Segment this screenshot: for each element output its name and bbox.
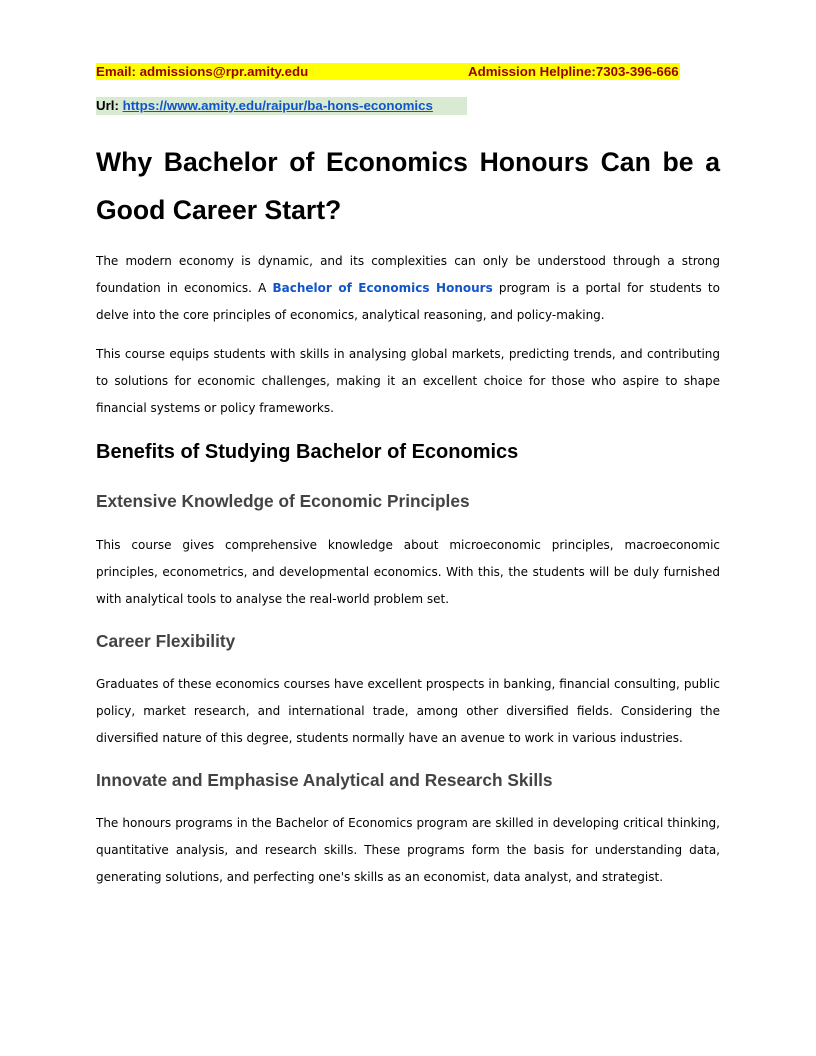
section-heading-knowledge: Extensive Knowledge of Economic Principles — [96, 491, 470, 511]
benefits-heading: Benefits of Studying Bachelor of Economics — [96, 441, 519, 463]
course-paragraph: This course equips students with skills in analysing global markets, predicting trends, and contributing to solutions for economic challenges, making it an excellent choice for those who aspire to shape financial systems or policy frameworks. — [96, 347, 720, 415]
section-heading-career: Career Flexibility — [96, 631, 236, 651]
intro-text-after: program is a portal for students to delve into the core principles of economics, analytical reasoning, and policy-making. — [96, 281, 720, 322]
section-body-skills: The honours programs in the Bachelor of Economics program are skilled in developing critical thinking, quantitative analysis, and research skills. These programs form the basis for understanding data, generating solutions, and perfecting one's skills as an economist, data analyst, and strategist. — [96, 816, 720, 884]
section-heading-skills: Innovate and Emphasise Analytical and Research Skills — [96, 770, 553, 790]
program-link[interactable]: Bachelor of Economics Honours — [272, 281, 493, 295]
page-title: Why Bachelor of Economics Honours Can be a Good Career Start? — [96, 147, 720, 225]
url-link[interactable]: https://www.amity.edu/raipur/ba-hons-economics — [122, 98, 433, 113]
email-contact[interactable]: Email: admissions@rpr.amity.edu — [96, 64, 309, 79]
intro-paragraph — [96, 248, 720, 329]
admission-helpline: Admission Helpline:7303-396-666 — [468, 64, 679, 79]
section-body-career: Graduates of these economics courses have excellent prospects in banking, financial consulting, public policy, market research, and international trade, among other diversified fields. Considering the diversified nature of this degree, students normally have an avenue to work in various industries. — [96, 677, 720, 745]
contact-line — [96, 63, 680, 80]
url-line — [96, 97, 467, 115]
intro-text-before: The modern economy is dynamic, and its complexities can only be understood through a strong foundation in economics. A — [96, 254, 720, 295]
section-body-knowledge: This course gives comprehensive knowledge about microeconomic principles, macroeconomic principles, econometrics, and developmental economics. With this, the students will be duly furnished with analytical tools to analyse the real-world problem set. — [96, 538, 720, 606]
url-label: Url: — [96, 98, 123, 113]
